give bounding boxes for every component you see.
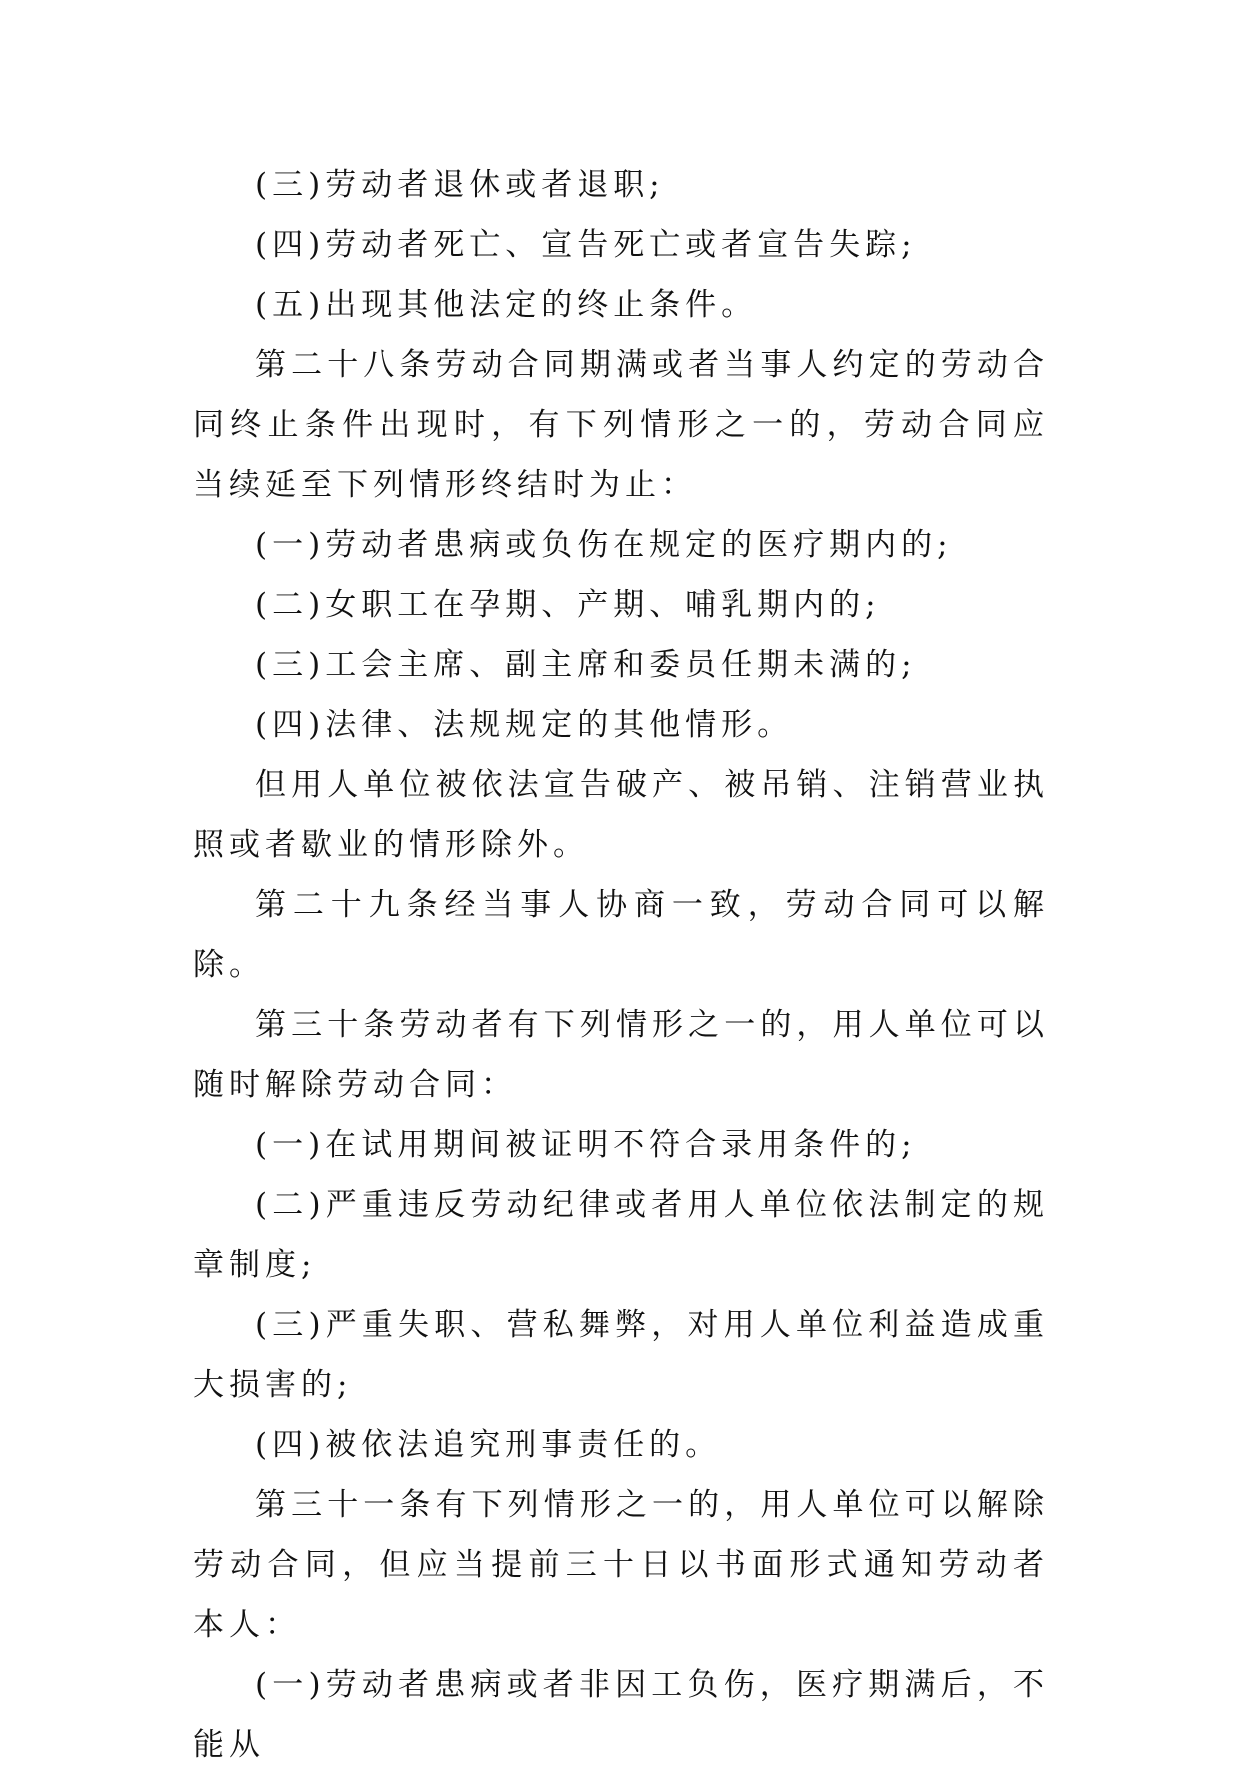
- paragraph: (五)出现其他法定的终止条件。: [255, 287, 758, 323]
- paragraph: 第二十九条经当事人协商一致，劳动合同可以解除。: [193, 887, 1049, 983]
- paragraph: 第三十一条有下列情形之一的，用人单位可以解除劳动合同，但应当提前三十日以书面形式通知劳动者本人：: [193, 1487, 1049, 1643]
- paragraph: (三)严重失职、营私舞弊，对用人单位利益造成重大损害的;: [193, 1307, 1049, 1403]
- paragraph: 第二十八条劳动合同期满或者当事人约定的劳动合同终止条件出现时，有下列情形之一的，劳动合同应当续延至下列情形终结时为止：: [193, 347, 1049, 503]
- paragraph: (一)劳动者患病或负伤在规定的医疗期内的;: [255, 527, 953, 563]
- paragraph: (一)劳动者患病或者非因工负伤，医疗期满后，不能从: [193, 1667, 1049, 1763]
- document-body: [193, 155, 1049, 1775]
- paragraph: (三)劳动者退休或者退职;: [255, 167, 665, 203]
- paragraph: 但用人单位被依法宣告破产、被吊销、注销营业执照或者歇业的情形除外。: [193, 767, 1049, 863]
- paragraph: 第三十条劳动者有下列情形之一的，用人单位可以随时解除劳动合同：: [193, 1007, 1049, 1103]
- paragraph: (四)法律、法规规定的其他情形。: [255, 707, 794, 743]
- paragraph: (二)严重违反劳动纪律或者用人单位依法制定的规章制度;: [193, 1187, 1049, 1283]
- paragraph: (三)工会主席、副主席和委员任期未满的;: [255, 647, 917, 683]
- paragraph: (四)劳动者死亡、宣告死亡或者宣告失踪;: [255, 227, 917, 263]
- paragraph: (一)在试用期间被证明不符合录用条件的;: [255, 1127, 917, 1163]
- paragraph: (二)女职工在孕期、产期、哺乳期内的;: [255, 587, 881, 623]
- paragraph: (四)被依法追究刑事责任的。: [255, 1427, 722, 1463]
